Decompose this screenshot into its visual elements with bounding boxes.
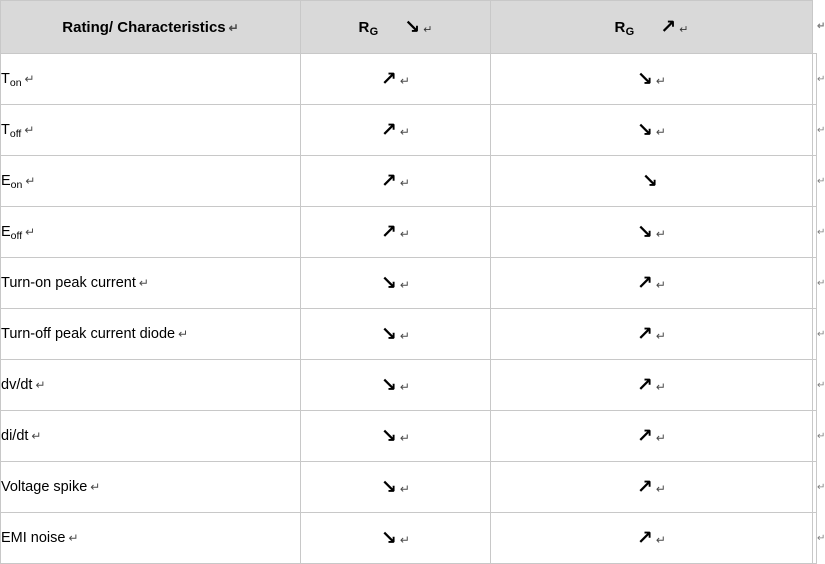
row-col2-cell	[301, 360, 491, 411]
paragraph-mark: ↵	[228, 20, 239, 35]
row-label: EMI noise	[1, 530, 66, 546]
row-label-cell	[1, 105, 301, 156]
paragraph-mark: ↵	[817, 73, 825, 85]
paragraph-mark: ↵	[817, 379, 825, 391]
arrow-up-right-icon: ↗	[637, 271, 653, 294]
table-header-row	[1, 1, 817, 54]
row-label: $T_{off}$	[1, 122, 22, 140]
table-row	[1, 411, 817, 462]
paragraph-mark: ↵	[655, 532, 666, 547]
paragraph-mark: ↵	[423, 23, 433, 36]
paragraph-mark: ↵	[90, 480, 101, 494]
header-cell-rg-increase	[491, 1, 813, 54]
arrow-down-right-icon: ↘	[381, 373, 397, 396]
paragraph-mark: ↵	[399, 124, 410, 139]
row-label-cell	[1, 513, 301, 564]
paragraph-mark: ↵	[817, 21, 825, 33]
paragraph-mark: ↵	[138, 276, 149, 290]
paragraph-mark: ↵	[399, 481, 410, 496]
table-row	[1, 54, 817, 105]
paragraph-mark: ↵	[655, 430, 666, 445]
row-col3-cell	[491, 258, 813, 309]
arrow-up-right-icon: ↗	[637, 526, 653, 549]
header-cell-rating-characteristics	[1, 1, 301, 54]
arrow-up-right-icon: ↗	[637, 475, 653, 498]
row-label: $E_{off}$	[1, 224, 23, 242]
row-col2-cell	[301, 309, 491, 360]
edge-column-cell	[813, 156, 825, 207]
row-label-cell	[1, 54, 301, 105]
paragraph-mark: ↵	[25, 225, 36, 239]
paragraph-mark: ↵	[655, 379, 666, 394]
edge-column-cell	[813, 105, 825, 156]
paragraph-mark: ↵	[655, 226, 666, 241]
row-col3-cell	[491, 156, 813, 207]
paragraph-mark: ↵	[399, 73, 410, 88]
arrow-up-right-icon: ↗	[381, 67, 397, 90]
row-label: $T_{on}$	[1, 71, 22, 89]
row-label-cell	[1, 156, 301, 207]
row-label: Turn-on peak current	[1, 275, 136, 291]
paragraph-mark: ↵	[399, 277, 410, 292]
table-row	[1, 309, 817, 360]
row-col3-cell	[491, 513, 813, 564]
arrow-down-right-icon: ↘ ↵	[404, 15, 433, 38]
edge-column-header	[813, 1, 825, 54]
paragraph-mark: ↵	[817, 124, 825, 136]
table-row	[1, 258, 817, 309]
paragraph-mark: ↵	[399, 379, 410, 394]
arrow-down-right-icon: ↘	[637, 118, 653, 141]
table-body	[1, 54, 825, 564]
arrow-down-right-icon: ↘	[637, 220, 653, 243]
row-col2-cell	[301, 411, 491, 462]
paragraph-mark: ↵	[817, 532, 825, 544]
paragraph-mark: ↵	[817, 277, 825, 289]
paragraph-mark: ↵	[35, 378, 46, 392]
arrow-up-right-icon: ↗	[381, 169, 397, 192]
edge-column-cell	[813, 462, 825, 513]
edge-column-cell	[813, 513, 825, 564]
row-col3-cell	[491, 105, 813, 156]
row-col3-cell	[491, 207, 813, 258]
paragraph-mark: ↵	[31, 429, 42, 443]
row-col3-cell	[491, 309, 813, 360]
arrow-up-right-icon: ↗	[637, 373, 653, 396]
table-row	[1, 462, 817, 513]
paragraph-mark: ↵	[68, 531, 79, 545]
edge-column-cell	[813, 54, 825, 105]
row-label-cell	[1, 462, 301, 513]
arrow-up-right-icon: ↗ ↵	[660, 15, 689, 38]
row-label-cell	[1, 309, 301, 360]
edge-column-cell	[813, 360, 825, 411]
table-row	[1, 207, 817, 258]
paragraph-mark: ↵	[24, 123, 35, 137]
table-header	[1, 1, 825, 54]
paragraph-mark: ↵	[817, 328, 825, 340]
paragraph-mark: ↵	[817, 226, 825, 238]
row-label-cell	[1, 411, 301, 462]
paragraph-mark: ↵	[655, 328, 666, 343]
edge-column-cell	[813, 309, 825, 360]
paragraph-mark: ↵	[817, 481, 825, 493]
row-col3-cell	[491, 411, 813, 462]
arrow-down-right-icon: ↘	[381, 475, 397, 498]
row-col2-cell	[301, 54, 491, 105]
row-col2-cell	[301, 462, 491, 513]
arrow-down-right-icon: ↘	[381, 322, 397, 345]
paragraph-mark: ↵	[399, 226, 410, 241]
paragraph-mark: ↵	[25, 174, 36, 188]
row-col3-cell	[491, 462, 813, 513]
table-row	[1, 513, 817, 564]
paragraph-mark: ↵	[679, 23, 689, 36]
row-label: dv/dt	[1, 377, 33, 393]
edge-column-cell	[813, 411, 825, 462]
arrow-down-right-icon: ↘	[642, 169, 658, 192]
paragraph-mark: ↵	[817, 175, 825, 187]
paragraph-mark: ↵	[399, 328, 410, 343]
table-row	[1, 105, 817, 156]
row-col2-cell	[301, 513, 491, 564]
arrow-down-right-icon: ↘	[381, 424, 397, 447]
paragraph-mark: ↵	[655, 277, 666, 292]
arrow-down-right-icon: ↘	[637, 67, 653, 90]
row-label-cell	[1, 360, 301, 411]
table-row	[1, 360, 817, 411]
paragraph-mark: ↵	[178, 327, 189, 341]
row-label: $E_{on}$	[1, 173, 23, 191]
row-label-cell	[1, 258, 301, 309]
paragraph-mark: ↵	[399, 175, 410, 190]
row-col2-cell	[301, 105, 491, 156]
arrow-up-right-icon: ↗	[381, 220, 397, 243]
header-cell-rg-decrease	[301, 1, 491, 54]
paragraph-mark: ↵	[817, 430, 825, 442]
row-label: Voltage spike	[1, 479, 88, 495]
row-col2-cell	[301, 258, 491, 309]
row-label: di/dt	[1, 428, 29, 444]
header-rg-symbol: $R_G$	[614, 18, 635, 38]
row-label: Turn-off peak current diode	[1, 326, 176, 342]
row-col2-cell	[301, 156, 491, 207]
edge-column-cell	[813, 207, 825, 258]
paragraph-mark: ↵	[655, 481, 666, 496]
edge-column-cell	[813, 258, 825, 309]
paragraph-mark: ↵	[655, 73, 666, 88]
arrow-up-right-icon: ↗	[637, 424, 653, 447]
paragraph-mark: ↵	[655, 124, 666, 139]
paragraph-mark: ↵	[24, 72, 35, 86]
header-label-text: Rating/ Characteristics	[62, 18, 226, 36]
arrow-up-right-icon: ↗	[381, 118, 397, 141]
row-label-cell	[1, 207, 301, 258]
row-col2-cell	[301, 207, 491, 258]
paragraph-mark: ↵	[399, 532, 410, 547]
header-rg-symbol: $R_G$	[358, 18, 379, 38]
row-col3-cell	[491, 54, 813, 105]
arrow-down-right-icon: ↘	[381, 526, 397, 549]
arrow-down-right-icon: ↘	[381, 271, 397, 294]
arrow-up-right-icon: ↗	[637, 322, 653, 345]
row-col3-cell	[491, 360, 813, 411]
paragraph-mark: ↵	[399, 430, 410, 445]
table-row	[1, 156, 817, 207]
